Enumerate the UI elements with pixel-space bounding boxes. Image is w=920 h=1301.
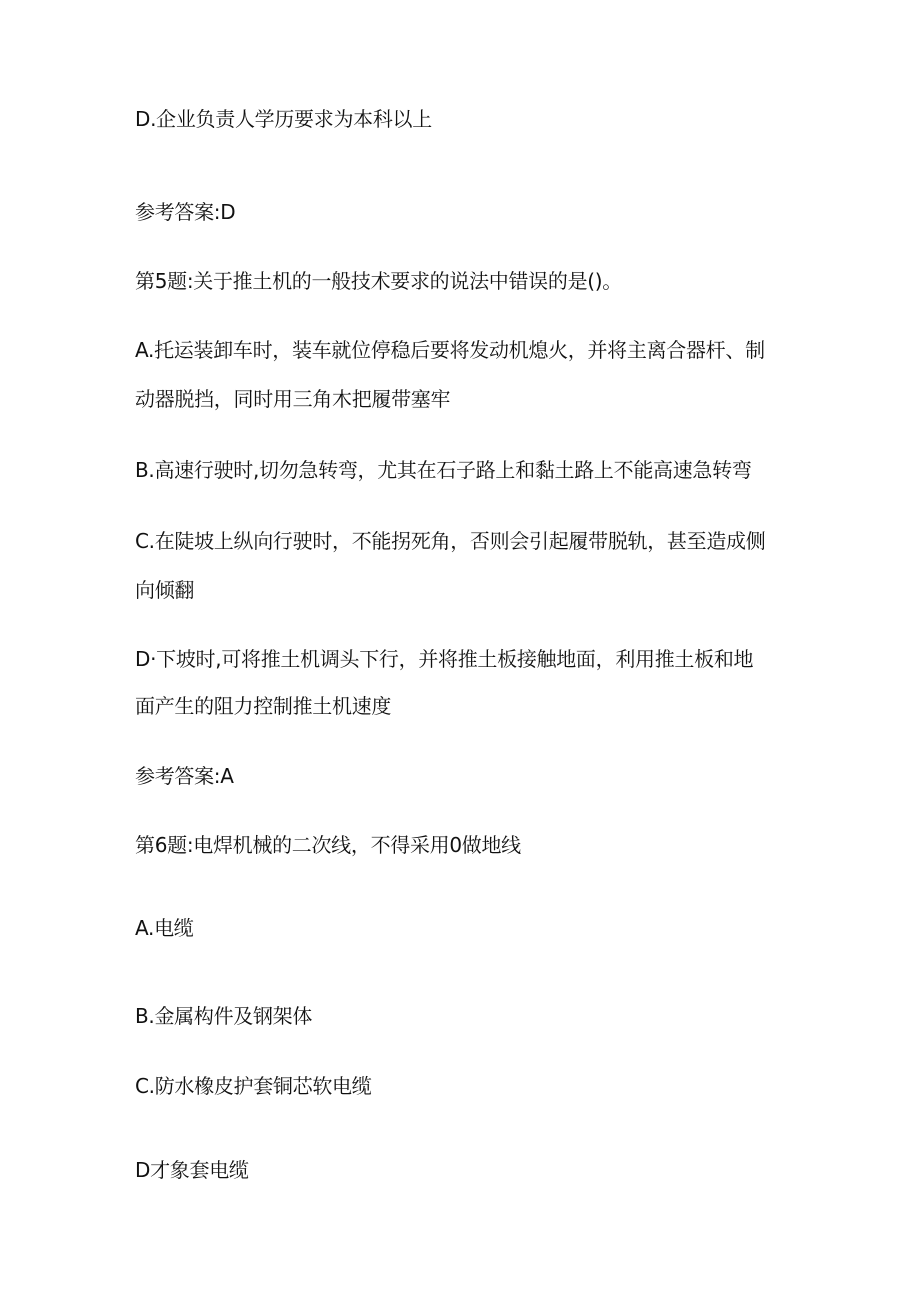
q5-option-c-line1: C.在陡坡上纵向行驶时，不能拐死角，否则会引起履带脱轨，甚至造成侧 — [135, 529, 766, 553]
q5-option-a-line2: 动器脱挡，同时用三角木把履带塞牢 — [135, 387, 451, 411]
q6-question: 第6题:电焊机械的二次线，不得采用0做地线 — [135, 833, 521, 857]
q4-answer: 参考答案:D — [135, 200, 236, 224]
q5-option-b: B.高速行驶时,切勿急转弯，尤其在石子路上和黏土路上不能高速急转弯 — [135, 458, 752, 482]
q6-option-c: C.防水橡皮护套铜芯软电缆 — [135, 1074, 372, 1098]
q5-question: 第5题:关于推土机的一般技术要求的说法中错误的是()。 — [135, 269, 622, 293]
q5-answer: 参考答案:A — [135, 764, 234, 788]
q5-option-a-line1: A.托运装卸车时，装车就位停稳后要将发动机熄火，并将主离合器杆、制 — [135, 338, 765, 362]
q5-option-c-line2: 向倾翻 — [135, 578, 195, 602]
q6-option-d: D才象套电缆 — [135, 1158, 249, 1182]
q6-option-b: B.金属构件及钢架体 — [135, 1004, 313, 1028]
q6-option-a: A.电缆 — [135, 916, 194, 940]
q4-option-d: D.企业负责人学历要求为本科以上 — [135, 107, 432, 131]
q5-option-d-line2: 面产生的阻力控制推土机速度 — [135, 694, 392, 718]
q5-option-d-line1: D·下坡时,可将推土机调头下行，并将推土板接触地面，利用推土板和地 — [135, 647, 754, 671]
